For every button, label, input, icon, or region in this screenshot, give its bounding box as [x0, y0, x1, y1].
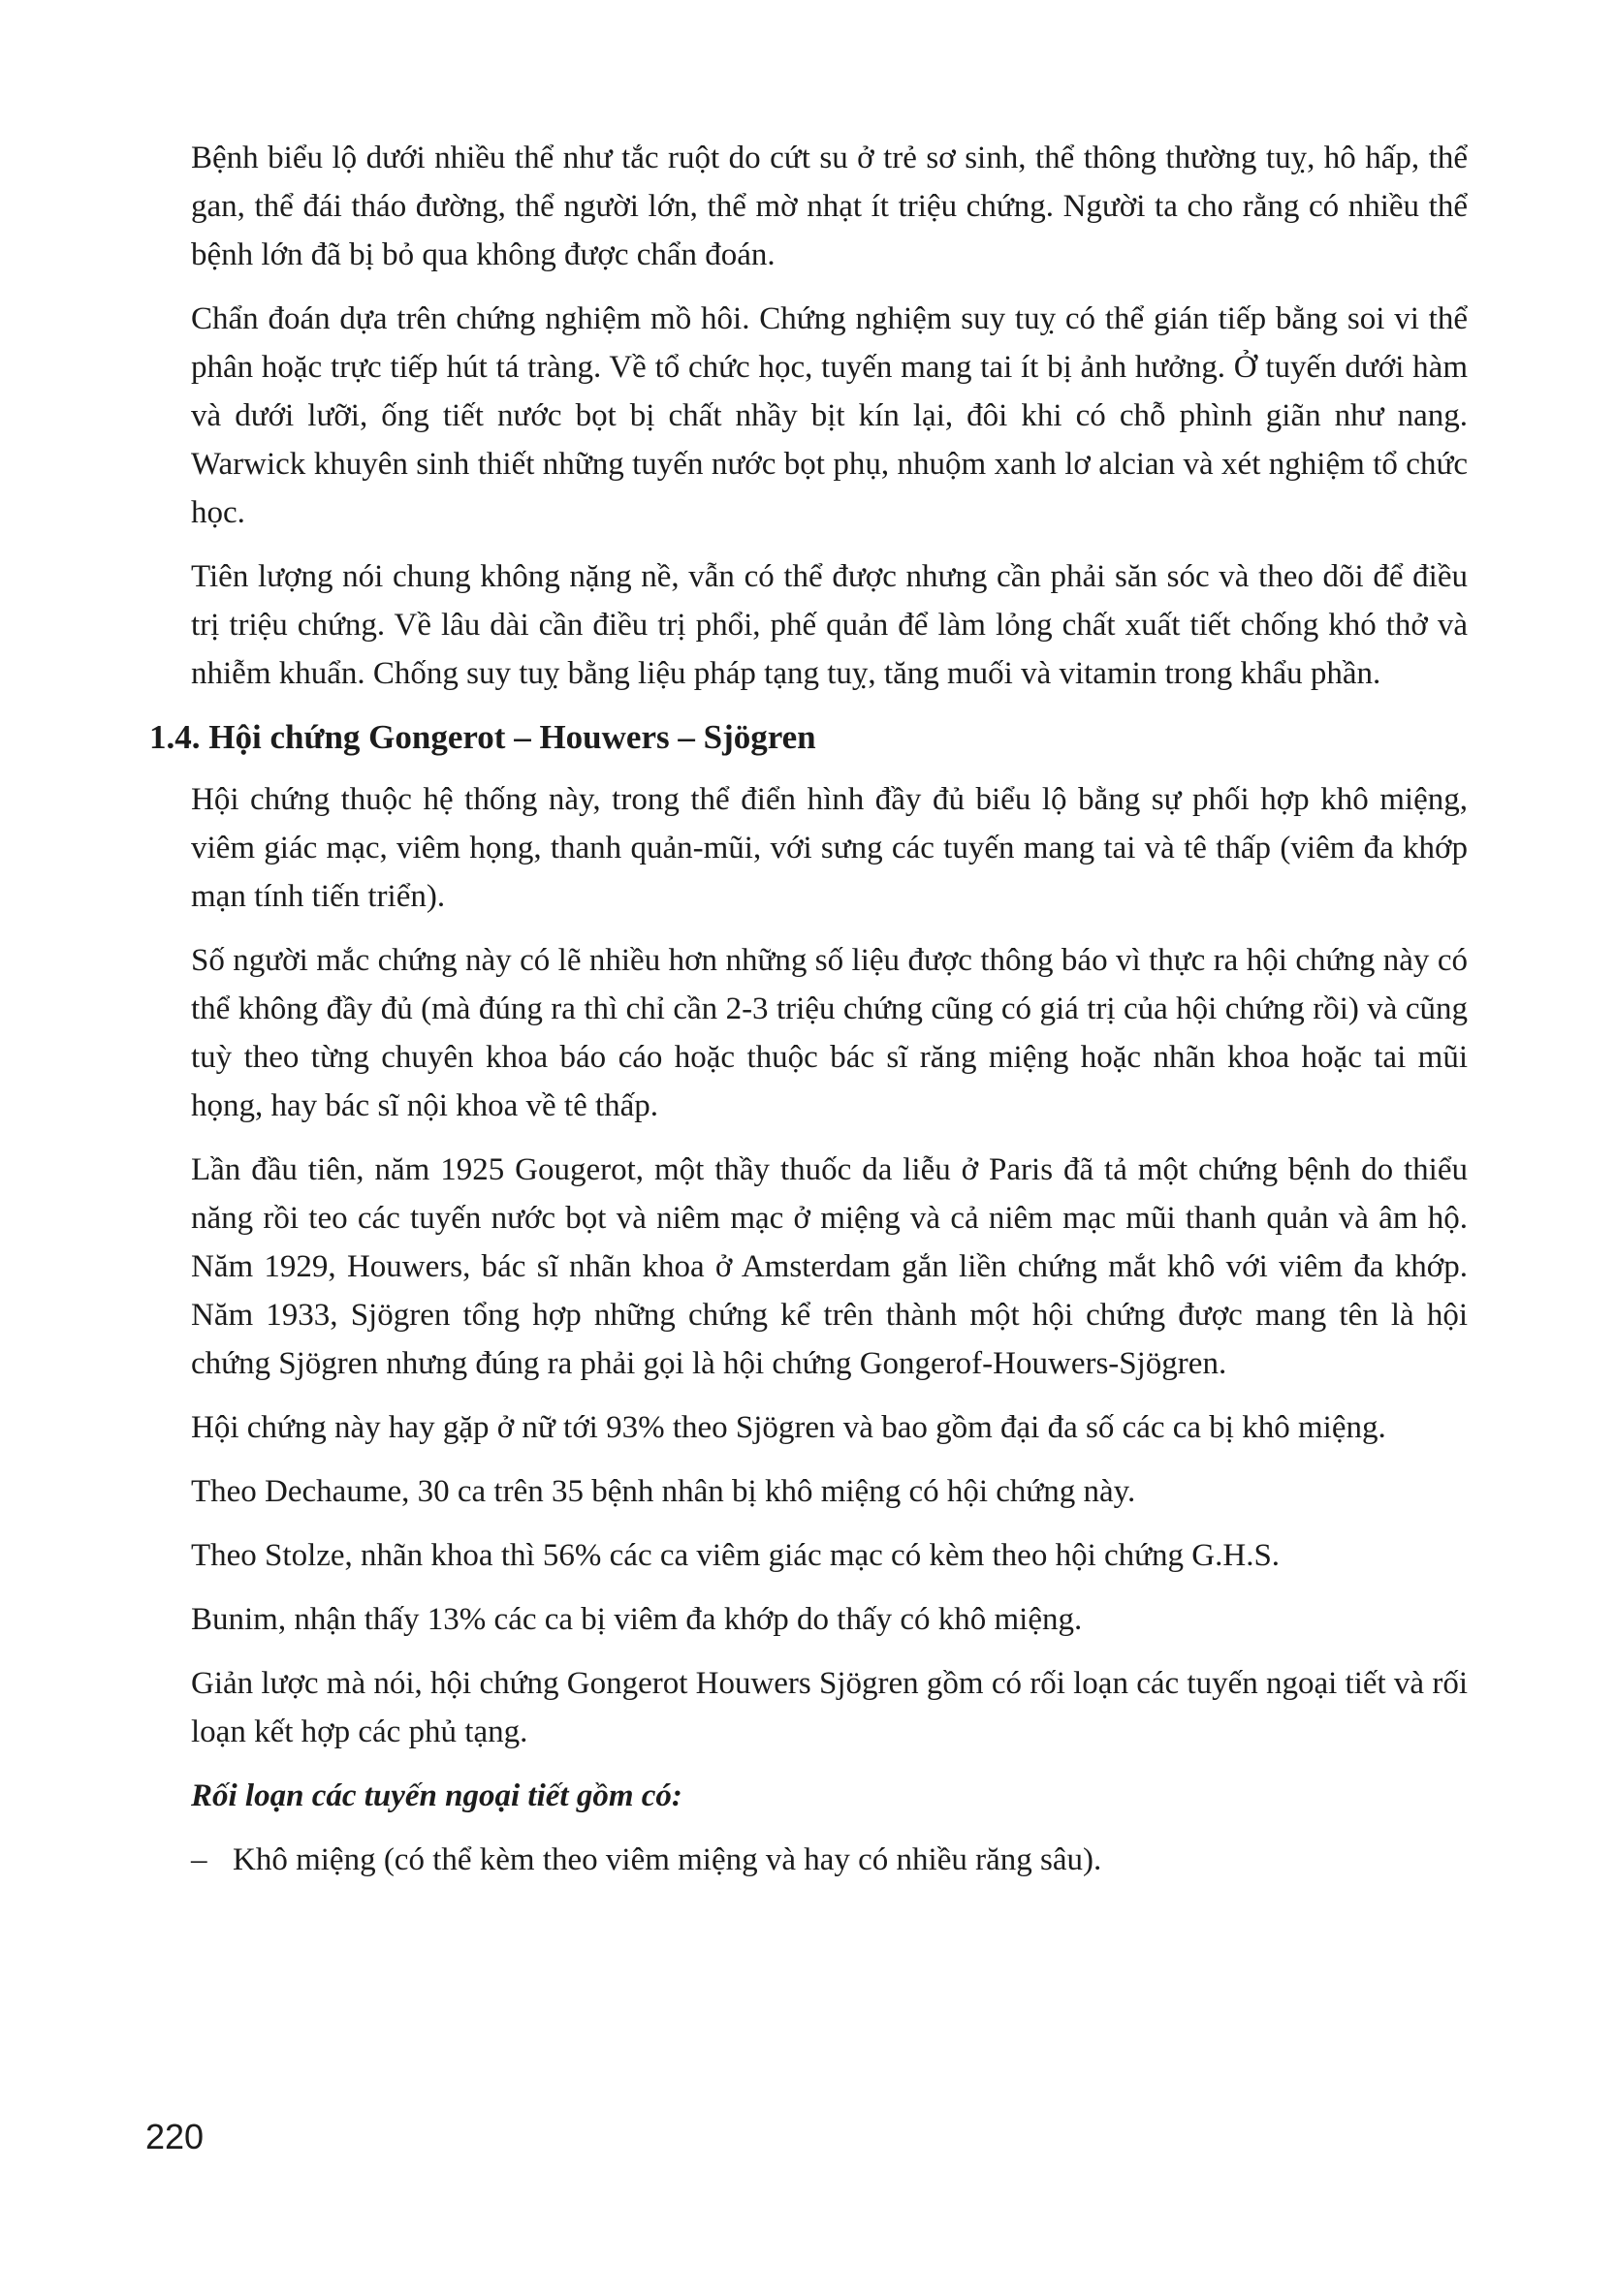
paragraph-bunim: Bunim, nhận thấy 13% các ca bị viêm đa khớp do thấy có khô miệng. [191, 1602, 1083, 1637]
paragraph-dechaume: Theo Dechaume, 30 ca trên 35 bệnh nhân bị khô miệng có hội chứng này. [191, 1474, 1136, 1509]
section-heading: 1.4. Hội chứng Gongerot – Houwers – Sjögren [149, 718, 816, 756]
paragraph-prevalence: Số người mắc chứng này có lẽ nhiều hơn những số liệu được thông báo vì thực ra hội chứng này có thể không đầy đủ (mà đúng ra thì chỉ cần 2-3 triệu chứng cũng có giá trị của hội chứng rồi) và cũng tuỳ theo từng chuyên khoa báo cáo hoặc thuộc bác sĩ răng miệng hoặc nhãn khoa hoặc tai mũi họng, hay bác sĩ nội khoa về tê thấp. [191, 943, 1468, 1123]
list-item-text: Khô miệng (có thể kèm theo viêm miệng và hay có nhiều răng sâu). [233, 1842, 1102, 1877]
list-item [191, 1836, 1468, 1884]
page-number: 220 [145, 2117, 205, 2156]
paragraph-summary: Giản lược mà nói, hội chứng Gongerot Houwers Sjögren gồm có rối loạn các tuyến ngoại tiết và rối loạn kết hợp các phủ tạng. [191, 1666, 1468, 1749]
paragraph-syndrome-definition: Hội chứng thuộc hệ thống này, trong thể điển hình đầy đủ biểu lộ bằng sự phối hợp khô miệng, viêm giác mạc, viêm họng, thanh quản-mũi, với sưng các tuyến mang tai và tê thấp (viêm đa khớp mạn tính tiến triển). [191, 782, 1468, 914]
page-content [149, 134, 1468, 1884]
paragraph-diagnosis: Chẩn đoán dựa trên chứng nghiệm mồ hôi. Chứng nghiệm suy tuỵ có thể gián tiếp bằng soi vi thể phân hoặc trực tiếp hút tá tràng. Về tổ chức học, tuyến mang tai ít bị ảnh hưởng. Ở tuyến dưới hàm và dưới lưỡi, ống tiết nước bọt bị chất nhầy bịt kín lại, đôi khi có chỗ phình giãn như nang. Warwick khuyên sinh thiết những tuyến nước bọt phụ, nhuộm xanh lơ alcian và xét nghiệm tổ chức học. [191, 301, 1468, 530]
paragraph-prognosis: Tiên lượng nói chung không nặng nề, vẫn có thể được nhưng cần phải săn sóc và theo dõi để điều trị triệu chứng. Về lâu dài cần điều trị phổi, phế quản để làm lỏng chất xuất tiết chống khó thở và nhiễm khuẩn. Chống suy tuỵ bằng liệu pháp tạng tuỵ, tăng muối và vitamin trong khẩu phần. [191, 559, 1468, 691]
list-dash-marker: – [191, 1842, 207, 1877]
subheading-exocrine-disorders: Rối loạn các tuyến ngoại tiết gồm có: [191, 1778, 682, 1813]
paragraph-history: Lần đầu tiên, năm 1925 Gougerot, một thầy thuốc da liễu ở Paris đã tả một chứng bệnh do thiểu năng rồi teo các tuyến nước bọt và niêm mạc ở miệng và cả niêm mạc mũi thanh quản và âm hộ. Năm 1929, Houwers, bác sĩ nhãn khoa ở Amsterdam gắn liền chứng mắt khô với viêm đa khớp. Năm 1933, Sjögren tổng hợp những chứng kể trên thành một hội chứng được mang tên là hội chứng Sjögren nhưng đúng ra phải gọi là hội chứng Gongerof-Houwers-Sjögren. [191, 1152, 1468, 1381]
paragraph-forms: Bệnh biểu lộ dưới nhiều thể như tắc ruột do cứt su ở trẻ sơ sinh, thể thông thường tuỵ, hô hấp, thể gan, thể đái tháo đường, thể người lớn, thể mờ nhạt ít triệu chứng. Người ta cho rằng có nhiều thể bệnh lớn đã bị bỏ qua không được chẩn đoán. [191, 141, 1468, 272]
paragraph-female-ratio: Hội chứng này hay gặp ở nữ tới 93% theo Sjögren và bao gồm đại đa số các ca bị khô miệng. [191, 1410, 1386, 1445]
paragraph-stolze: Theo Stolze, nhãn khoa thì 56% các ca viêm giác mạc có kèm theo hội chứng G.H.S. [191, 1538, 1281, 1573]
